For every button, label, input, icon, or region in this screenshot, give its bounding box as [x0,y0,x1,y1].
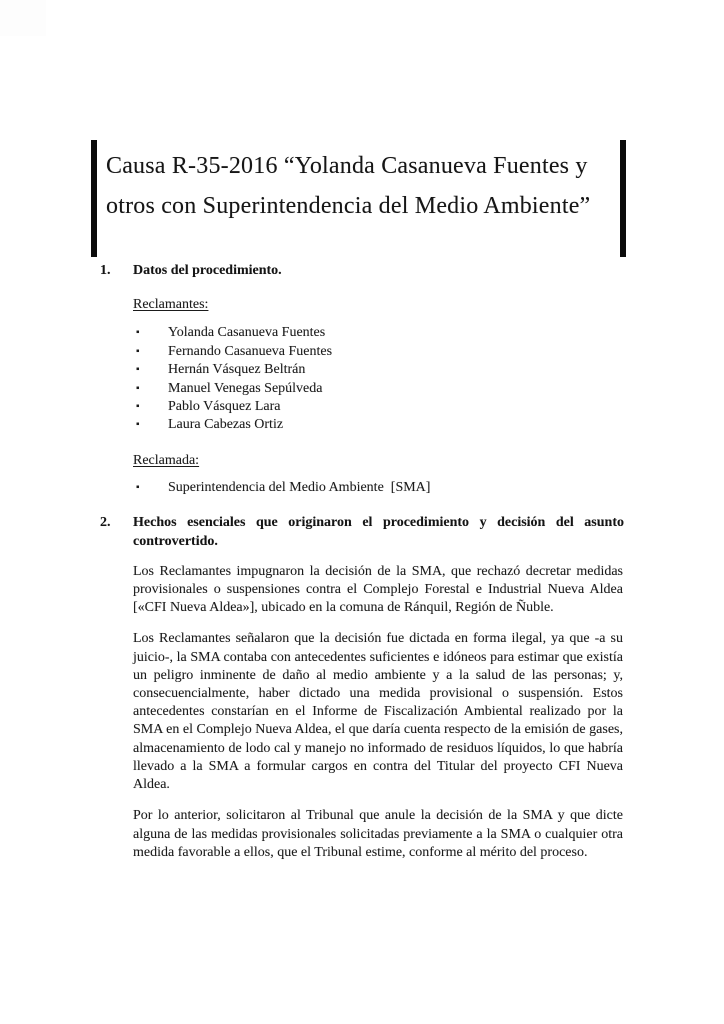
reclamante-name: Pablo Vásquez Lara [168,399,281,415]
list-item [136,361,624,379]
bullet-icon: ▪ [136,327,140,339]
reclamante-name: Laura Cabezas Ortiz [168,417,284,433]
body-paragraph: Por lo anterior, solicitaron al Tribunal que anule la decisión de la SMA y que dicte alguna de las medidas provisionales solicitadas previamente a la SMA o cualquier otra medida favorable a ellos, que el Tribunal estime, conforme al mérito del proceso. [133,808,623,860]
reclamantes-label: Reclamantes: [133,297,209,313]
body-paragraph: Los Reclamantes señalaron que la decisión fue dictada en forma ilegal, ya que -a su juicio-, la SMA contaba con antecedentes suficientes e idóneos para estimar que existía un peligro inminente de daño al medio ambiente y a la salud de las personas; y, consecuencialmente, haber dictado una medida provisional o suspensión. Estos antecedentes constarían en el Informe de Fiscalización Ambiental realizado por la SMA en el Complejo Nueva Aldea, el que daría cuenta respecto de la emisión de gases, almacenamiento de lodo cal y manejo no informado de residuos líquidos, lo que habría llevado a la SMA a formular cargos en contra del Titular del proyecto CFI Nueva Aldea. [133,631,623,793]
reclamada-label: Reclamada: [133,452,200,468]
reclamada-name: Superintendencia del Medio Ambiente [SMA] [168,480,431,496]
reclamada-list [100,479,624,497]
reclamantes-list [100,324,624,434]
list-item [136,324,624,342]
bullet-icon: ▪ [136,401,140,413]
document-body [100,262,624,862]
bullet-icon: ▪ [136,482,140,494]
section-1-number: 1. [100,263,111,278]
list-item [136,416,624,434]
reclamante-name: Manuel Venegas Sepúlveda [168,380,323,396]
case-title-line-1: Causa R-35-2016 “Yolanda Casanueva Fuentes y [106,153,588,179]
list-item [136,398,624,416]
section-2-number: 2. [100,515,111,531]
bullet-icon: ▪ [136,364,140,376]
section-2-heading [100,514,624,550]
body-paragraph: Los Reclamantes impugnaron la decisión de la SMA, que rechazó decretar medidas provisionales o suspensiones contra el Complejo Forestal e Industrial Nueva Aldea [«CFI Nueva Aldea»], ubicado en la comuna de Ránquil, Región de Ñuble. [133,563,623,616]
reclamante-name: Hernán Vásquez Beltrán [168,362,306,378]
list-item [136,380,624,398]
case-title-line-2: otros con Superintendencia del Medio Ambiente” [106,193,591,219]
reclamante-name: Fernando Casanueva Fuentes [168,343,333,359]
case-title-block [91,140,626,257]
bullet-icon: ▪ [136,382,140,394]
list-item [136,479,624,497]
section-1-heading [100,262,624,280]
section-1-title: Datos del procedimiento. [133,263,282,278]
reclamante-name: Yolanda Casanueva Fuentes [168,325,326,341]
scan-artifact [0,0,46,36]
section-2-title: Hechos esenciales que originaron el procedimiento y decisión del asunto controvertido. [133,515,624,549]
bullet-icon: ▪ [136,419,140,431]
list-item [136,343,624,361]
bullet-icon: ▪ [136,345,140,357]
